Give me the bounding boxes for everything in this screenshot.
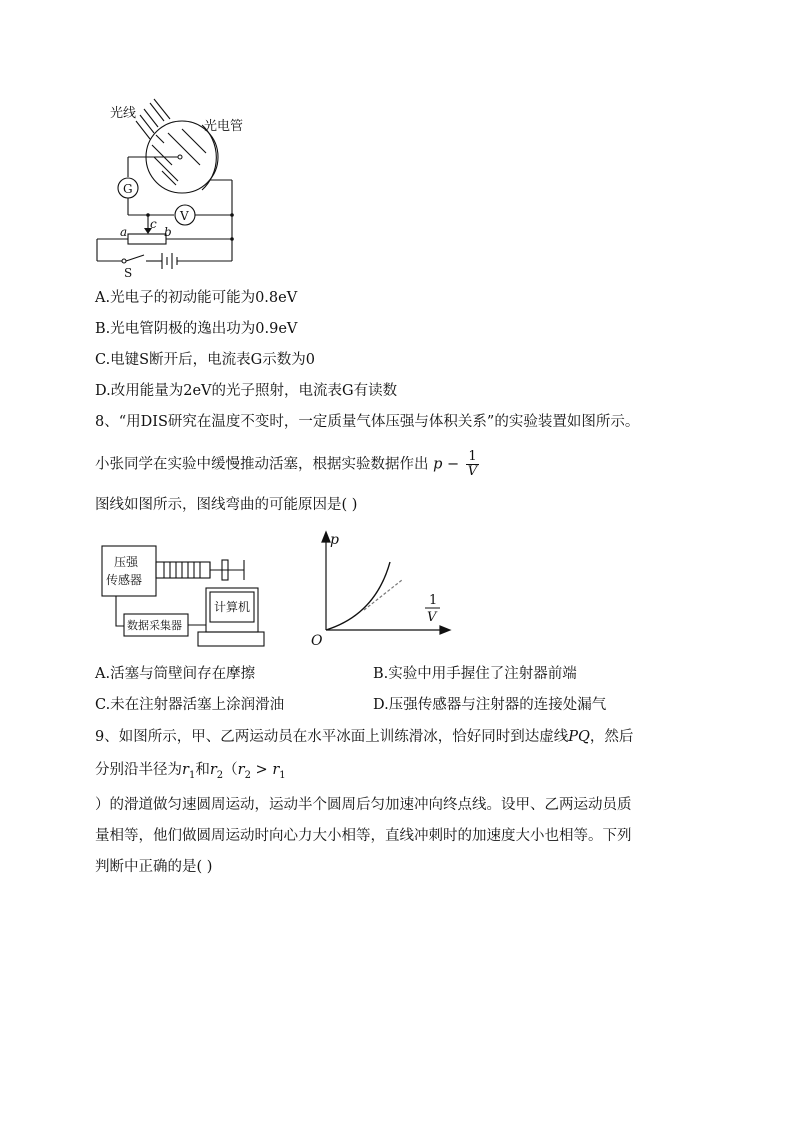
q9-line2-a: 分别沿半径为 — [95, 762, 182, 778]
q8-stem-line1: 8、“用DIS研究在温度不变时，一定质量气体压强与体积关系”的实验装置如图所示。 — [95, 414, 640, 430]
q9-r2: r — [209, 762, 217, 778]
q9-line1-text: 9、如图所示，甲、乙两运动员在水平冰面上训练滑冰，恰好同时到达虚线 — [95, 729, 569, 745]
p-inverse-v-graph — [308, 528, 458, 653]
q9-line5: 判断中正确的是( ) — [95, 859, 213, 875]
q8-formula-dash: − — [442, 456, 464, 473]
label-galvanometer: G — [123, 182, 133, 196]
q7-option-a: A.光电子的初动能可能为0.8eV — [95, 290, 298, 306]
q8-stem-line3: 图线如图所示，图线弯曲的可能原因是( ) — [95, 497, 358, 513]
q8-stem-text: 小张同学在实验中缓慢推动活塞，根据实验数据作出 — [95, 456, 429, 473]
q8-formula-frac — [466, 450, 479, 479]
q8-stem-line2 — [95, 450, 479, 479]
q9-line4: 量相等，他们做圆周运动时向心力大小相等，直线冲刺时的加速度大小也相等。下列 — [95, 828, 632, 844]
q8-option-d: D.压强传感器与注射器的连接处漏气 — [373, 697, 607, 713]
q9-cond-r1: r — [272, 762, 280, 778]
q9-line1-end: ，然后 — [589, 729, 634, 745]
label-tube: 光电管 — [204, 119, 244, 134]
label-a: a — [120, 225, 128, 239]
graph-x-num: 1 — [429, 593, 438, 608]
computer-label: 计算机 — [214, 600, 251, 614]
q9-cond-r2-sub: 2 — [244, 769, 251, 781]
q8-formula-num: 1 — [466, 450, 479, 465]
q7-option-b: B.光电管阴极的逸出功为0.9eV — [95, 321, 298, 337]
q7-option-c: C.电键S断开后，电流表G示数为0 — [95, 352, 315, 368]
graph-y-label: p — [330, 532, 339, 548]
q7-option-d: D.改用能量为2eV的光子照射，电流表G有读数 — [95, 383, 398, 399]
q9-pq: PQ — [568, 729, 590, 745]
q8-formula-den: V — [467, 464, 478, 479]
q9-cond-r1-sub: 1 — [279, 769, 286, 781]
label-switch: S — [124, 266, 133, 280]
photoelectric-circuit-figure — [92, 95, 252, 280]
q8-formula-p: p — [433, 456, 443, 473]
q9-line1 — [95, 726, 633, 748]
sensor-label-2: 传感器 — [106, 573, 143, 587]
q9-gt: > — [250, 762, 273, 778]
sensor-label-1: 压强 — [114, 555, 139, 569]
graph-x-den: V — [427, 610, 437, 625]
dis-apparatus-figure — [96, 538, 276, 650]
q9-and: 和 — [195, 762, 210, 778]
q8-option-a: A.活塞与筒壁间存在摩擦 — [95, 666, 256, 682]
q9-r1-sub: 1 — [188, 769, 196, 781]
collector-label: 数据采集器 — [127, 619, 182, 632]
q9-line2 — [95, 759, 286, 787]
q8-option-b: B.实验中用手握住了注射器前端 — [373, 666, 577, 682]
q9-r2-sub: 2 — [216, 769, 224, 781]
q9-cond-r2: r — [237, 762, 245, 778]
label-voltmeter: V — [180, 209, 189, 223]
label-light: 光线 — [110, 106, 137, 121]
graph-origin: O — [311, 633, 323, 649]
label-b: b — [164, 225, 172, 239]
q9-line3: ）的滑道做匀速圆周运动，运动半个圆周后匀加速冲向终点线。设甲、乙两运动员质 — [95, 797, 632, 813]
q8-option-c: C.未在注射器活塞上涂润滑油 — [95, 697, 285, 713]
q9-paren: （ — [223, 762, 238, 778]
q9-r1: r — [182, 762, 189, 778]
label-c: c — [150, 217, 157, 231]
